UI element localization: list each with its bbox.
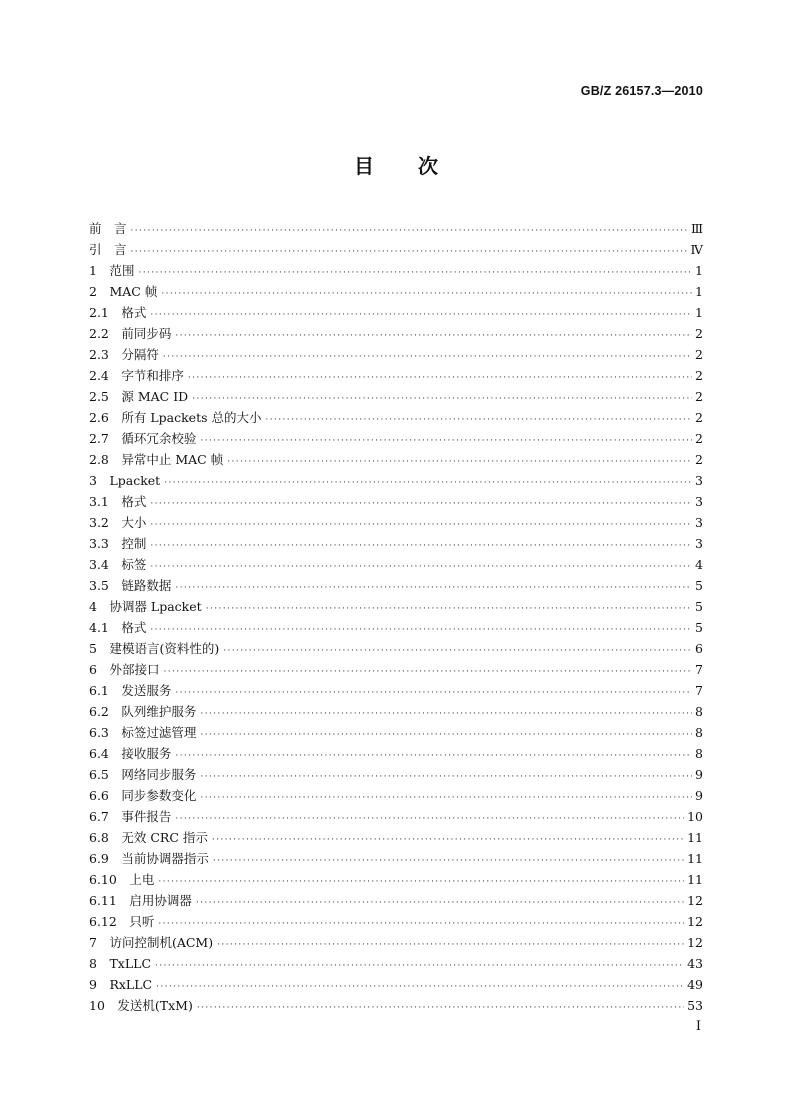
title-char-right: 次 (418, 154, 438, 178)
toc-entry[interactable] (89, 449, 703, 470)
toc-entry-label: 6 外部接口 (89, 662, 160, 677)
toc-entry[interactable] (89, 890, 703, 911)
toc-entry-page: Ⅲ (690, 221, 703, 236)
toc-entry[interactable] (89, 722, 703, 743)
toc-entry-page: 12 (687, 935, 703, 950)
toc-entry-label: 6.5 网络同步服务 (89, 767, 197, 782)
toc-entry[interactable] (89, 995, 703, 1016)
toc-entry[interactable] (89, 302, 703, 323)
toc-entry[interactable] (89, 869, 703, 890)
toc-entry[interactable] (89, 785, 703, 806)
toc-entry[interactable] (89, 365, 703, 386)
toc-entry-label: 2.5 源 MAC ID (89, 389, 189, 404)
toc-dot-leader (131, 221, 688, 242)
toc-entry-label: 2.3 分隔符 (89, 347, 159, 362)
toc-entry-label: 2.8 异常中止 MAC 帧 (89, 452, 224, 467)
toc-dot-leader (192, 389, 692, 410)
toc-entry-label: 3.3 控制 (89, 536, 147, 551)
toc-dot-leader (213, 851, 684, 872)
toc-entry-page: Ⅳ (690, 242, 703, 257)
toc-entry[interactable] (89, 743, 703, 764)
toc-dot-leader (175, 578, 692, 599)
toc-entry[interactable] (89, 659, 703, 680)
toc-entry-label: 4 协调器 Lpacket (89, 599, 202, 614)
toc-entry-page: 2 (695, 326, 703, 341)
toc-entry-label: 2.7 循环冗余校验 (89, 431, 197, 446)
table-of-contents (89, 218, 703, 1016)
toc-entry-label: 5 建模语言(资料性的) (89, 641, 220, 656)
toc-entry-label: 3.4 标签 (89, 557, 147, 572)
toc-dot-leader (200, 788, 692, 809)
toc-dot-leader (212, 830, 684, 851)
toc-entry-page: 7 (695, 662, 703, 677)
toc-dot-leader (188, 368, 692, 389)
toc-entry-page: 2 (695, 347, 703, 362)
toc-entry-label: 前 言 (89, 221, 127, 236)
toc-entry-label: 6.10 上电 (89, 872, 155, 887)
toc-dot-leader (175, 326, 692, 347)
toc-dot-leader (196, 893, 684, 914)
toc-dot-leader (150, 494, 692, 515)
toc-entry[interactable] (89, 323, 703, 344)
toc-entry-label: 6.9 当前协调器指示 (89, 851, 209, 866)
toc-dot-leader (223, 641, 692, 662)
toc-entry-label: 9 RxLLC (89, 977, 153, 992)
toc-entry[interactable] (89, 617, 703, 638)
toc-entry[interactable] (89, 680, 703, 701)
toc-dot-leader (156, 977, 684, 998)
toc-entry-label: 2.4 字节和排序 (89, 368, 184, 383)
toc-dot-leader (150, 620, 692, 641)
toc-entry-label: 3.5 链路数据 (89, 578, 172, 593)
toc-entry-label: 7 访问控制机(ACM) (89, 935, 214, 950)
toc-dot-leader (150, 305, 692, 326)
toc-entry[interactable] (89, 764, 703, 785)
toc-entry-label: 6.6 同步参数变化 (89, 788, 197, 803)
toc-entry[interactable] (89, 344, 703, 365)
toc-dot-leader (150, 557, 692, 578)
toc-entry[interactable] (89, 596, 703, 617)
toc-entry-label: 6.11 启用协调器 (89, 893, 192, 908)
toc-entry-page: 7 (695, 683, 703, 698)
toc-entry[interactable] (89, 932, 703, 953)
toc-entry[interactable] (89, 218, 703, 239)
toc-entry-page: 2 (695, 452, 703, 467)
toc-entry[interactable] (89, 953, 703, 974)
toc-entry-page: 53 (687, 998, 703, 1013)
toc-dot-leader (131, 242, 688, 263)
toc-entry-label: 2 MAC 帧 (89, 284, 158, 299)
toc-entry[interactable] (89, 911, 703, 932)
toc-entry-label: 6.3 标签过滤管理 (89, 725, 197, 740)
toc-entry-page: 3 (695, 494, 703, 509)
toc-entry-label: 3.1 格式 (89, 494, 147, 509)
toc-dot-leader (150, 536, 692, 557)
toc-entry-page: 3 (695, 536, 703, 551)
toc-entry-page: 2 (695, 389, 703, 404)
toc-dot-leader (206, 599, 692, 620)
toc-entry-page: 9 (695, 788, 703, 803)
toc-entry-label: 4.1 格式 (89, 620, 147, 635)
toc-entry-page: 1 (695, 305, 703, 320)
toc-dot-leader (266, 410, 693, 431)
toc-entry[interactable] (89, 407, 703, 428)
toc-entry-label: 8 TxLLC (89, 956, 152, 971)
toc-entry[interactable] (89, 533, 703, 554)
toc-entry[interactable] (89, 848, 703, 869)
toc-entry-page: 5 (695, 578, 703, 593)
toc-entry-page: 2 (695, 368, 703, 383)
toc-entry-page: 2 (695, 431, 703, 446)
toc-entry-page: 1 (695, 263, 703, 278)
toc-entry-label: 6.1 发送服务 (89, 683, 172, 698)
toc-entry-page: 49 (687, 977, 703, 992)
toc-entry-page: 12 (687, 914, 703, 929)
toc-entry-page: 11 (687, 872, 703, 887)
toc-dot-leader (164, 473, 692, 494)
toc-entry-page: 11 (687, 851, 703, 866)
toc-dot-leader (158, 914, 684, 935)
toc-dot-leader (175, 746, 692, 767)
toc-entry-page: 5 (695, 620, 703, 635)
toc-entry[interactable] (89, 428, 703, 449)
toc-entry-label: 6.12 只听 (89, 914, 155, 929)
toc-dot-leader (163, 662, 692, 683)
toc-entry-page: 8 (695, 704, 703, 719)
toc-entry-label: 1 范围 (89, 263, 135, 278)
toc-entry-label: 2.6 所有 Lpackets 总的大小 (89, 410, 262, 425)
toc-entry-label: 3.2 大小 (89, 515, 147, 530)
toc-entry[interactable] (89, 281, 703, 302)
toc-entry[interactable] (89, 974, 703, 995)
toc-dot-leader (200, 725, 692, 746)
page-number: Ⅰ (695, 1019, 701, 1034)
toc-entry[interactable] (89, 827, 703, 848)
toc-entry[interactable] (89, 386, 703, 407)
toc-entry-label: 10 发送机(TxM) (89, 998, 193, 1013)
toc-entry-page: 11 (687, 830, 703, 845)
toc-entry[interactable] (89, 470, 703, 491)
document-code: GB/Z 26157.3—2010 (580, 84, 703, 98)
toc-entry-page: 5 (695, 599, 703, 614)
toc-entry-page: 4 (695, 557, 703, 572)
toc-entry-label: 6.2 队列维护服务 (89, 704, 197, 719)
toc-entry-label: 6.4 接收服务 (89, 746, 172, 761)
toc-entry-page: 43 (687, 956, 703, 971)
toc-entry[interactable] (89, 260, 703, 281)
toc-dot-leader (197, 998, 684, 1019)
toc-entry[interactable] (89, 701, 703, 722)
toc-entry-page: 8 (695, 746, 703, 761)
toc-entry-page: 2 (695, 410, 703, 425)
toc-entry[interactable] (89, 575, 703, 596)
toc-entry-label: 6.7 事件报告 (89, 809, 172, 824)
toc-entry[interactable] (89, 239, 703, 260)
toc-entry[interactable] (89, 491, 703, 512)
toc-dot-leader (200, 704, 692, 725)
toc-dot-leader (200, 431, 692, 452)
toc-dot-leader (155, 956, 684, 977)
toc-entry[interactable] (89, 806, 703, 827)
toc-entry[interactable] (89, 512, 703, 533)
toc-entry[interactable] (89, 638, 703, 659)
toc-entry-label: 6.8 无效 CRC 指示 (89, 830, 208, 845)
toc-dot-leader (217, 935, 684, 956)
toc-dot-leader (161, 284, 692, 305)
toc-entry-page: 8 (695, 725, 703, 740)
toc-entry-page: 6 (695, 641, 703, 656)
toc-dot-leader (138, 263, 692, 284)
toc-dot-leader (200, 767, 692, 788)
toc-entry-page: 3 (695, 515, 703, 530)
toc-entry-page: 10 (687, 809, 703, 824)
toc-dot-leader (175, 809, 684, 830)
toc-dot-leader (163, 347, 692, 368)
toc-entry[interactable] (89, 554, 703, 575)
page-title (0, 150, 792, 179)
toc-entry-label: 3 Lpacket (89, 473, 161, 488)
toc-entry-page: 1 (695, 284, 703, 299)
toc-entry-page: 9 (695, 767, 703, 782)
toc-entry-label: 引 言 (89, 242, 127, 257)
toc-entry-page: 12 (687, 893, 703, 908)
toc-dot-leader (175, 683, 692, 704)
toc-entry-page: 3 (695, 473, 703, 488)
toc-dot-leader (227, 452, 692, 473)
title-char-left: 目 (354, 154, 374, 178)
toc-dot-leader (158, 872, 684, 893)
toc-entry-label: 2.1 格式 (89, 305, 147, 320)
toc-dot-leader (150, 515, 692, 536)
toc-entry-label: 2.2 前同步码 (89, 326, 172, 341)
